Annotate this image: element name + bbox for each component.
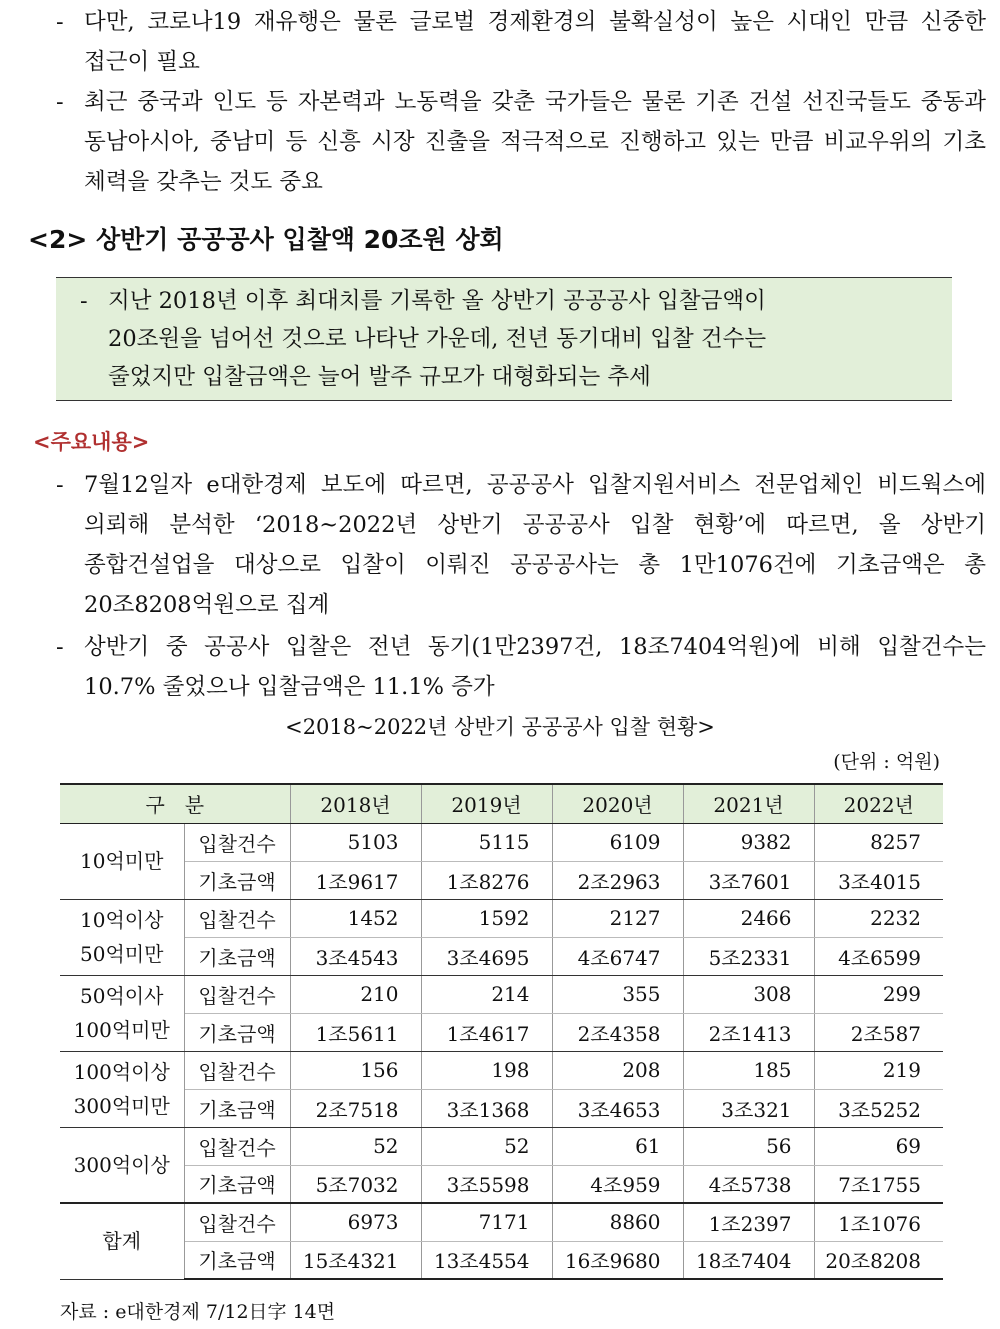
bullet-dash: -: [56, 9, 64, 35]
table-row: [60, 1165, 943, 1203]
header-year: 2019년: [421, 784, 552, 823]
bullet-dash: -: [56, 472, 64, 498]
summary-box: [56, 277, 952, 401]
table-cell: 308: [683, 975, 814, 1013]
row-label: 입찰건수: [184, 1051, 290, 1089]
row-category: 10억이상 50억미만: [60, 899, 184, 975]
header-year: 2022년: [814, 784, 943, 823]
table-cell: 56: [683, 1127, 814, 1165]
row-label: 입찰건수: [184, 975, 290, 1013]
table-cell: 8257: [814, 823, 943, 861]
table-unit: (단위 : 억원): [833, 751, 940, 773]
summary-text: 지난 2018년 이후 최대치를 기록한 올 상반기 공공공사 입찰금액이 20조원을 넘어선 것으로 나타난 가운데, 전년 동기대비 입찰 건수는 줄었지만 입찰금액은 늘어 발주 규모가 대형화되는 추세: [108, 288, 767, 390]
table-cell: 2조587: [814, 1013, 943, 1051]
table-cell: 18조7404: [683, 1241, 814, 1279]
table-row: [60, 899, 943, 937]
table-cell: 1조9617: [290, 861, 421, 899]
row-label: 입찰건수: [184, 823, 290, 861]
table-cell: 214: [421, 975, 552, 1013]
table-cell: 208: [552, 1051, 683, 1089]
table-cell: 3조4695: [421, 937, 552, 975]
row-category: 300억이상: [60, 1127, 184, 1203]
table-cell: 156: [290, 1051, 421, 1089]
table-cell: 3조7601: [683, 861, 814, 899]
bullet-text: 7월12일자 e대한경제 보도에 따르면, 공공공사 입찰지원서비스 전문업체인 비드웍스에 의뢰해 분석한 ‘2018~2022년 상반기 공공공사 입찰 현황’에 따르면, 올 상반기 종합건설업을 대상으로 입찰이 이뤄진 공공공사는 총 1만1076건에 기초금액은 총 20조8208억원으로 집계: [84, 472, 986, 618]
row-category: 10억미만: [60, 823, 184, 899]
table-cell: 7171: [421, 1203, 552, 1241]
table-cell: 13조4554: [421, 1241, 552, 1279]
row-label: 기초금액: [184, 1013, 290, 1051]
bullet-dash: -: [80, 288, 88, 314]
table-cell: 1592: [421, 899, 552, 937]
table-cell: 1조5611: [290, 1013, 421, 1051]
table-cell: 7조1755: [814, 1165, 943, 1203]
bullet-dash: -: [56, 634, 64, 660]
table-cell: 1조2397: [683, 1203, 814, 1241]
table-cell: 69: [814, 1127, 943, 1165]
bullet-text: 최근 중국과 인도 등 자본력과 노동력을 갖춘 국가들은 물론 기존 건설 선진국들도 중동과 동남아시아, 중남미 등 신흥 시장 진출을 적극적으로 진행하고 있는 만큼 비교우위의 기초 체력을 갖추는 것도 중요: [84, 89, 986, 195]
bullet-paragraph: [56, 465, 986, 625]
table-cell: 299: [814, 975, 943, 1013]
table-cell: 355: [552, 975, 683, 1013]
summary-paragraph: [80, 282, 860, 396]
table-cell: 2조4358: [552, 1013, 683, 1051]
row-label: 기초금액: [184, 1165, 290, 1203]
table-cell: 3조5252: [814, 1089, 943, 1127]
table-cell: 3조5598: [421, 1165, 552, 1203]
table-cell: 2조2963: [552, 861, 683, 899]
table-cell: 210: [290, 975, 421, 1013]
table-cell: 15조4321: [290, 1241, 421, 1279]
row-label: 기초금액: [184, 861, 290, 899]
row-category: 50억이사 100억미만: [60, 975, 184, 1051]
bullet-paragraph: [56, 627, 986, 707]
table-cell: 198: [421, 1051, 552, 1089]
bullet-text: 상반기 중 공공사 입찰은 전년 동기(1만2397건, 18조7404억원)에 비해 입찰건수는 10.7% 줄었으나 입찰금액은 11.1% 증가: [84, 634, 986, 700]
bullet-paragraph: [56, 82, 986, 202]
table-cell: 3조1368: [421, 1089, 552, 1127]
table-cell: 9382: [683, 823, 814, 861]
table-cell: 1조4617: [421, 1013, 552, 1051]
table-cell: 2466: [683, 899, 814, 937]
bullet-dash: -: [56, 89, 64, 115]
table-row: [60, 937, 943, 975]
bid-status-table: [60, 783, 943, 1280]
header-year: 2020년: [552, 784, 683, 823]
table-title: <2018~2022년 상반기 공공공사 입찰 현황>: [285, 715, 715, 739]
row-category: 합계: [60, 1203, 184, 1279]
row-label: 기초금액: [184, 1089, 290, 1127]
section-heading: <2> 상반기 공공공사 입찰액 20조원 상회: [28, 225, 504, 254]
row-label: 입찰건수: [184, 1127, 290, 1165]
table-cell: 5조7032: [290, 1165, 421, 1203]
table-cell: 20조8208: [814, 1241, 943, 1279]
table-cell: 185: [683, 1051, 814, 1089]
table-cell: 5103: [290, 823, 421, 861]
table-cell: 5115: [421, 823, 552, 861]
key-content-title: <주요내용>: [33, 430, 150, 454]
table-row: [60, 1089, 943, 1127]
table-cell: 1452: [290, 899, 421, 937]
table-row: [60, 1013, 943, 1051]
row-label: 기초금액: [184, 937, 290, 975]
table-cell: 2232: [814, 899, 943, 937]
row-label: 입찰건수: [184, 899, 290, 937]
header-year: 2018년: [290, 784, 421, 823]
table-cell: 8860: [552, 1203, 683, 1241]
row-label: 입찰건수: [184, 1203, 290, 1241]
table-header-row: [60, 784, 943, 823]
table-row: [60, 823, 943, 861]
table-cell: 6973: [290, 1203, 421, 1241]
table-cell: 3조4015: [814, 861, 943, 899]
bullet-text: 다만, 코로나19 재유행은 물론 글로벌 경제환경의 불확실성이 높은 시대인 만큼 신중한 접근이 필요: [84, 9, 986, 75]
table-row: [60, 1051, 943, 1089]
source-note: 자료 : e대한경제 7/12日字 14면: [60, 1301, 336, 1323]
table-row: [60, 1241, 943, 1279]
table-cell: 2127: [552, 899, 683, 937]
table-cell: 4조6747: [552, 937, 683, 975]
table-cell: 4조6599: [814, 937, 943, 975]
table-row: [60, 1127, 943, 1165]
table-cell: 52: [290, 1127, 421, 1165]
table-row: [60, 975, 943, 1013]
table-cell: 4조5738: [683, 1165, 814, 1203]
header-category: 구 분: [60, 784, 290, 823]
table-cell: 3조321: [683, 1089, 814, 1127]
bullet-paragraph: [56, 2, 986, 82]
table-cell: 2조1413: [683, 1013, 814, 1051]
table-row: [60, 861, 943, 899]
table-cell: 4조959: [552, 1165, 683, 1203]
table-cell: 16조9680: [552, 1241, 683, 1279]
table-cell: 1조1076: [814, 1203, 943, 1241]
table-cell: 219: [814, 1051, 943, 1089]
table-cell: 52: [421, 1127, 552, 1165]
table-cell: 61: [552, 1127, 683, 1165]
table-cell: 2조7518: [290, 1089, 421, 1127]
table-cell: 3조4543: [290, 937, 421, 975]
table-cell: 6109: [552, 823, 683, 861]
table-cell: 3조4653: [552, 1089, 683, 1127]
header-year: 2021년: [683, 784, 814, 823]
table-cell: 5조2331: [683, 937, 814, 975]
table-row: [60, 1203, 943, 1241]
row-category: 100억이상 300억미만: [60, 1051, 184, 1127]
row-label: 기초금액: [184, 1241, 290, 1279]
table-cell: 1조8276: [421, 861, 552, 899]
